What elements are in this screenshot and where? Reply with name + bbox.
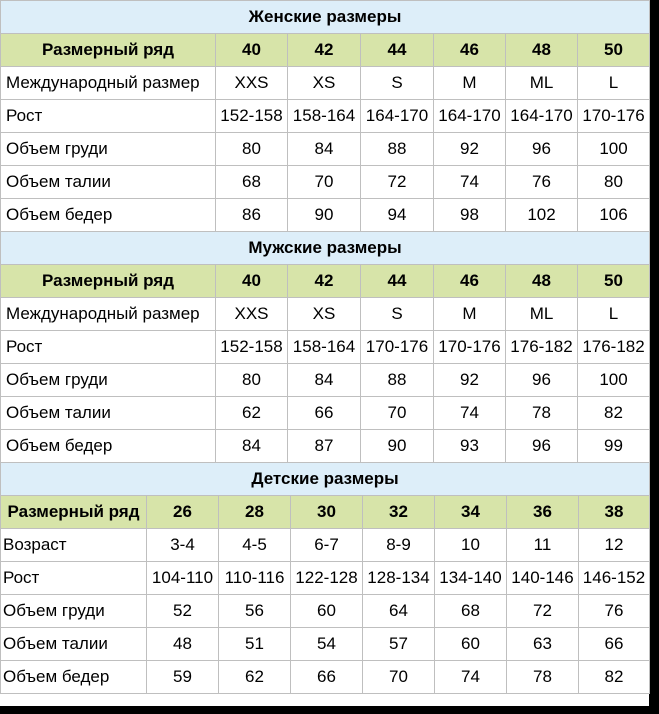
table-cell: 92 [434, 133, 506, 166]
table-row [1, 199, 650, 232]
kids-size-table [0, 462, 650, 694]
table-row [1, 67, 650, 100]
header-size: 48 [506, 34, 578, 67]
section-title-women: Женские размеры [1, 1, 650, 34]
table-cell: 70 [288, 166, 361, 199]
table-cell: 134-140 [435, 562, 507, 595]
table-cell: L [578, 298, 650, 331]
section-title-kids: Детские размеры [1, 463, 650, 496]
header-size: 38 [579, 496, 650, 529]
table-cell: 60 [435, 628, 507, 661]
row-label: Рост [1, 562, 147, 595]
table-cell: 152-158 [216, 100, 288, 133]
table-cell: 74 [435, 661, 507, 694]
table-cell: 11 [507, 529, 579, 562]
header-size: 50 [578, 265, 650, 298]
table-cell: 84 [288, 364, 361, 397]
table-cell: XXS [216, 298, 288, 331]
table-cell: 12 [579, 529, 650, 562]
header-size: 44 [361, 265, 434, 298]
table-cell: M [434, 298, 506, 331]
row-label: Объем бедер [1, 661, 147, 694]
table-cell: 72 [361, 166, 434, 199]
table-cell: ML [506, 298, 578, 331]
row-label: Международный размер [1, 298, 216, 331]
table-cell: 96 [506, 430, 578, 463]
table-cell: 82 [579, 661, 650, 694]
table-cell: ML [506, 67, 578, 100]
row-label: Объем талии [1, 397, 216, 430]
table-cell: 54 [291, 628, 363, 661]
header-size: 42 [288, 265, 361, 298]
table-cell: 8-9 [363, 529, 435, 562]
row-label: Международный размер [1, 67, 216, 100]
table-cell: 68 [435, 595, 507, 628]
table-cell: 93 [434, 430, 506, 463]
table-cell: 96 [506, 364, 578, 397]
table-row [1, 562, 650, 595]
header-size: 46 [434, 34, 506, 67]
table-row [1, 430, 650, 463]
header-size: 40 [216, 265, 288, 298]
table-cell: 66 [579, 628, 650, 661]
table-row [1, 661, 650, 694]
table-cell: XS [288, 67, 361, 100]
table-cell: 152-158 [216, 331, 288, 364]
table-cell: 106 [578, 199, 650, 232]
table-cell: 86 [216, 199, 288, 232]
table-cell: 110-116 [219, 562, 291, 595]
row-label: Рост [1, 100, 216, 133]
table-cell: 68 [216, 166, 288, 199]
row-label: Объем бедер [1, 199, 216, 232]
table-row [1, 595, 650, 628]
table-cell: 94 [361, 199, 434, 232]
row-label: Рост [1, 331, 216, 364]
table-cell: 66 [291, 661, 363, 694]
table-row [1, 133, 650, 166]
row-label: Объем груди [1, 364, 216, 397]
table-cell: 88 [361, 364, 434, 397]
table-cell: 99 [578, 430, 650, 463]
header-label: Размерный ряд [1, 265, 216, 298]
table-cell: S [361, 67, 434, 100]
header-size: 40 [216, 34, 288, 67]
table-cell: 78 [507, 661, 579, 694]
header-size: 50 [578, 34, 650, 67]
table-cell: 78 [506, 397, 578, 430]
header-size: 44 [361, 34, 434, 67]
table-cell: 146-152 [579, 562, 650, 595]
table-cell: XXS [216, 67, 288, 100]
table-row [1, 364, 650, 397]
table-cell: 70 [361, 397, 434, 430]
row-label: Объем груди [1, 133, 216, 166]
table-cell: 96 [506, 133, 578, 166]
table-cell: 60 [291, 595, 363, 628]
header-size: 30 [291, 496, 363, 529]
row-label: Объем груди [1, 595, 147, 628]
header-row [1, 496, 650, 529]
table-cell: 80 [216, 133, 288, 166]
header-label: Размерный ряд [1, 34, 216, 67]
table-cell: 84 [216, 430, 288, 463]
table-cell: 62 [216, 397, 288, 430]
table-cell: 98 [434, 199, 506, 232]
table-row [1, 397, 650, 430]
section-title-men: Мужские размеры [1, 232, 650, 265]
header-size: 26 [147, 496, 219, 529]
table-row [1, 100, 650, 133]
table-cell: 176-182 [506, 331, 578, 364]
row-label: Возраст [1, 529, 147, 562]
table-cell: 62 [219, 661, 291, 694]
table-row [1, 331, 650, 364]
table-cell: XS [288, 298, 361, 331]
table-cell: 128-134 [363, 562, 435, 595]
table-cell: 48 [147, 628, 219, 661]
table-cell: L [578, 67, 650, 100]
header-size: 36 [507, 496, 579, 529]
table-cell: 90 [361, 430, 434, 463]
table-cell: 100 [578, 133, 650, 166]
table-cell: 70 [363, 661, 435, 694]
table-cell: 88 [361, 133, 434, 166]
table-cell: 4-5 [219, 529, 291, 562]
table-cell: 66 [288, 397, 361, 430]
table-cell: 6-7 [291, 529, 363, 562]
header-size: 34 [435, 496, 507, 529]
table-row [1, 529, 650, 562]
table-cell: 76 [579, 595, 650, 628]
table-cell: 76 [506, 166, 578, 199]
table-cell: 158-164 [288, 331, 361, 364]
header-row [1, 265, 650, 298]
table-row [1, 166, 650, 199]
table-cell: 170-176 [434, 331, 506, 364]
table-cell: 74 [434, 166, 506, 199]
table-cell: 80 [578, 166, 650, 199]
table-cell: 74 [434, 397, 506, 430]
table-cell: 51 [219, 628, 291, 661]
table-cell: 92 [434, 364, 506, 397]
table-cell: 164-170 [506, 100, 578, 133]
header-size: 32 [363, 496, 435, 529]
table-cell: 164-170 [361, 100, 434, 133]
table-cell: 170-176 [361, 331, 434, 364]
header-size: 48 [506, 265, 578, 298]
table-cell: 140-146 [507, 562, 579, 595]
table-cell: 3-4 [147, 529, 219, 562]
table-cell: M [434, 67, 506, 100]
table-cell: 59 [147, 661, 219, 694]
table-cell: 87 [288, 430, 361, 463]
table-row [1, 628, 650, 661]
table-cell: 164-170 [434, 100, 506, 133]
table-cell: 82 [578, 397, 650, 430]
header-label: Размерный ряд [1, 496, 147, 529]
row-label: Объем талии [1, 628, 147, 661]
header-size: 42 [288, 34, 361, 67]
table-cell: 170-176 [578, 100, 650, 133]
table-cell: 80 [216, 364, 288, 397]
header-size: 28 [219, 496, 291, 529]
header-row [1, 34, 650, 67]
table-cell: 52 [147, 595, 219, 628]
table-cell: 104-110 [147, 562, 219, 595]
table-cell: 57 [363, 628, 435, 661]
header-size: 46 [434, 265, 506, 298]
table-cell: 64 [363, 595, 435, 628]
table-cell: 10 [435, 529, 507, 562]
table-cell: 176-182 [578, 331, 650, 364]
table-cell: 100 [578, 364, 650, 397]
table-cell: 84 [288, 133, 361, 166]
table-cell: 63 [507, 628, 579, 661]
table-row [1, 298, 650, 331]
table-cell: 102 [506, 199, 578, 232]
row-label: Объем бедер [1, 430, 216, 463]
table-cell: 90 [288, 199, 361, 232]
table-cell: 56 [219, 595, 291, 628]
table-cell: 72 [507, 595, 579, 628]
row-label: Объем талии [1, 166, 216, 199]
table-cell: S [361, 298, 434, 331]
table-cell: 158-164 [288, 100, 361, 133]
table-cell: 122-128 [291, 562, 363, 595]
